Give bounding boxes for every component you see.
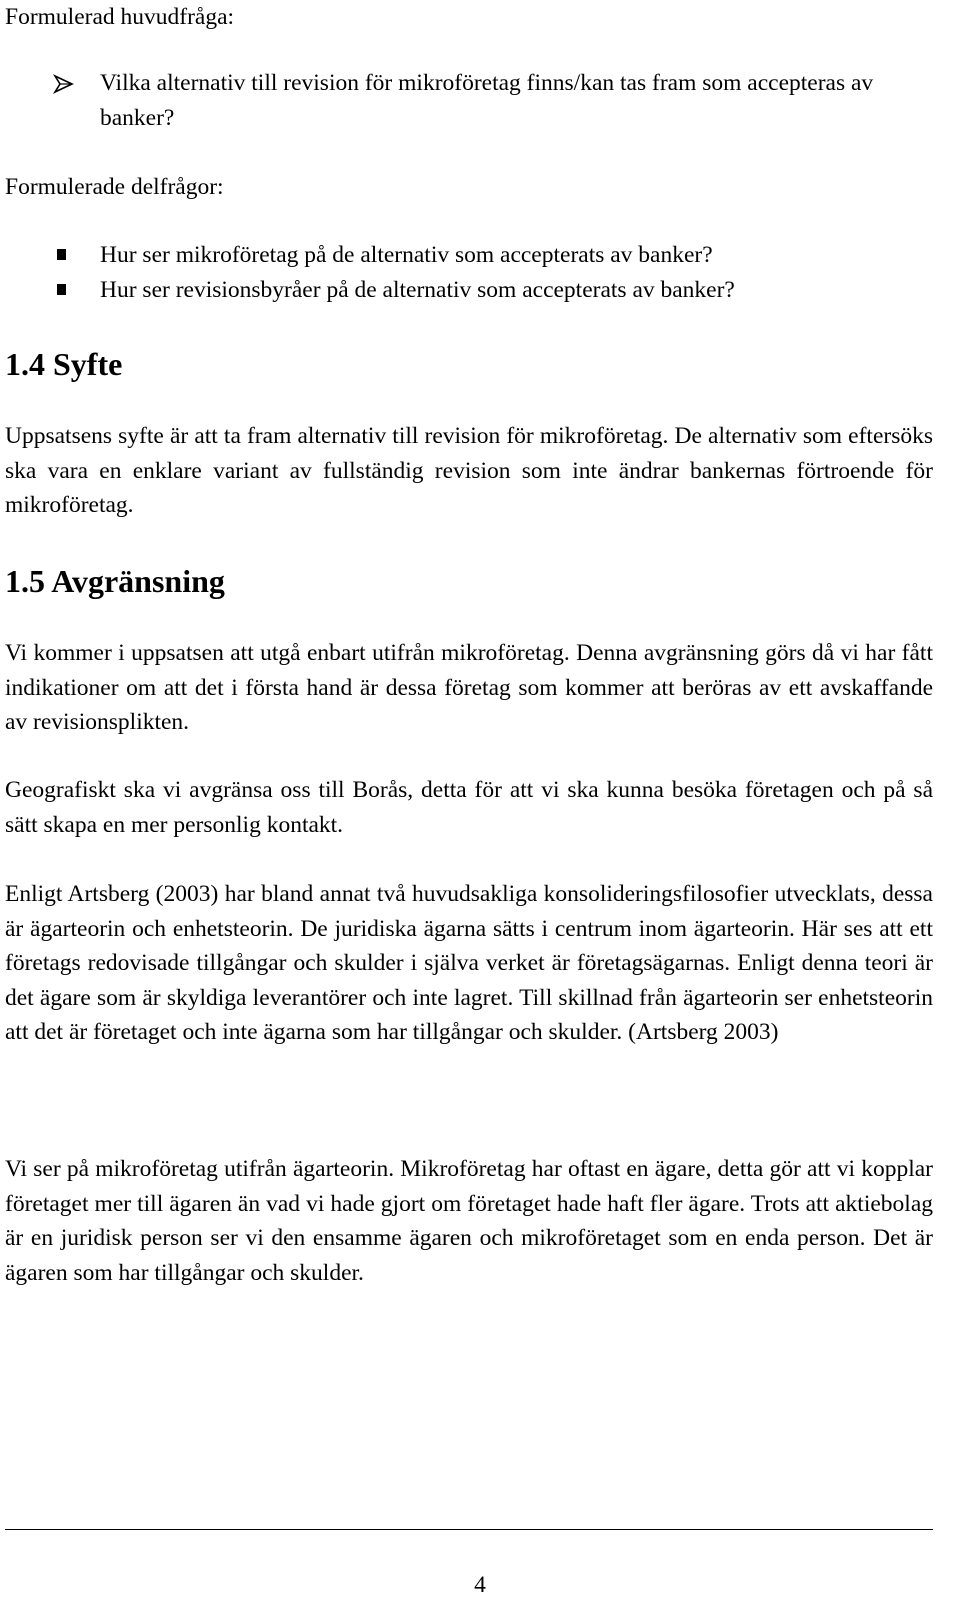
main-question-item <box>55 66 935 135</box>
square-bullet-icon <box>57 249 66 260</box>
sub-question-item <box>55 273 935 307</box>
sub-questions-heading: Formulerade delfrågor: <box>5 174 224 200</box>
avgransning-paragraph: Enligt Artsberg (2003) har bland annat två huvudsakliga konsolideringsfilosofier utvecklats, dessa är ägarteorin och enhetsteorin. De juridiska ägarna sätts i centrum inom ägarteorin. Här ses att ett företags redovisade tillgångar och skulder i själva verket är företagsägarnas. Enligt denna teori är det ägare som är skyldiga leverantörer och inte lagret. Till skillnad från ägarteorin ser enhetsteorin att det är företaget och inte ägarna som har tillgångar och skulder. (Artsberg 2003) <box>5 881 933 1045</box>
main-question-text: Vilka alternativ till revision för mikroföretag finns/kan tas fram som accepteras av banker? <box>100 70 874 131</box>
avgransning-paragraph: Vi ser på mikroföretag utifrån ägarteorin. Mikroföretag har oftast en ägare, detta gör att vi kopplar företaget mer till ägaren än vad vi hade gjort om företaget hade haft fler ägare. Trots att aktiebolag är en juridisk person ser vi den ensamme ägaren och mikroföretaget som en enda person. Det är ägaren som har tillgångar och skulder. <box>5 1156 933 1286</box>
footer-divider <box>5 1529 933 1530</box>
avgransning-paragraph: Geografiskt ska vi avgränsa oss till Borås, detta för att vi ska kunna besöka företagen och på så sätt skapa en mer personlig kontakt. <box>5 777 933 838</box>
arrow-bullet-icon <box>53 74 75 94</box>
page-number: 4 <box>474 1572 486 1598</box>
sub-question-text: Hur ser mikroföretag på de alternativ som accepterats av banker? <box>100 242 713 268</box>
sub-question-text: Hur ser revisionsbyråer på de alternativ som accepterats av banker? <box>100 277 735 303</box>
section-title-syfte: 1.4 Syfte <box>5 346 123 382</box>
main-question-heading: Formulerad huvudfråga: <box>5 4 235 30</box>
square-bullet-icon <box>57 284 66 295</box>
sub-question-item <box>55 238 935 272</box>
avgransning-paragraph: Vi kommer i uppsatsen att utgå enbart utifrån mikroföretag. Denna avgränsning görs då vi har fått indikationer om att det i första hand är dessa företag som kommer att beröras av ett avskaffande av revisionsplikten. <box>5 640 933 735</box>
syfte-paragraph: Uppsatsens syfte är att ta fram alternativ till revision för mikroföretag. De alternativ som eftersöks ska vara en enklare variant av fullständig revision som inte ändrar bankernas förtroende för mikroföretag. <box>5 423 933 518</box>
section-title-avgransning: 1.5 Avgränsning <box>5 563 225 599</box>
